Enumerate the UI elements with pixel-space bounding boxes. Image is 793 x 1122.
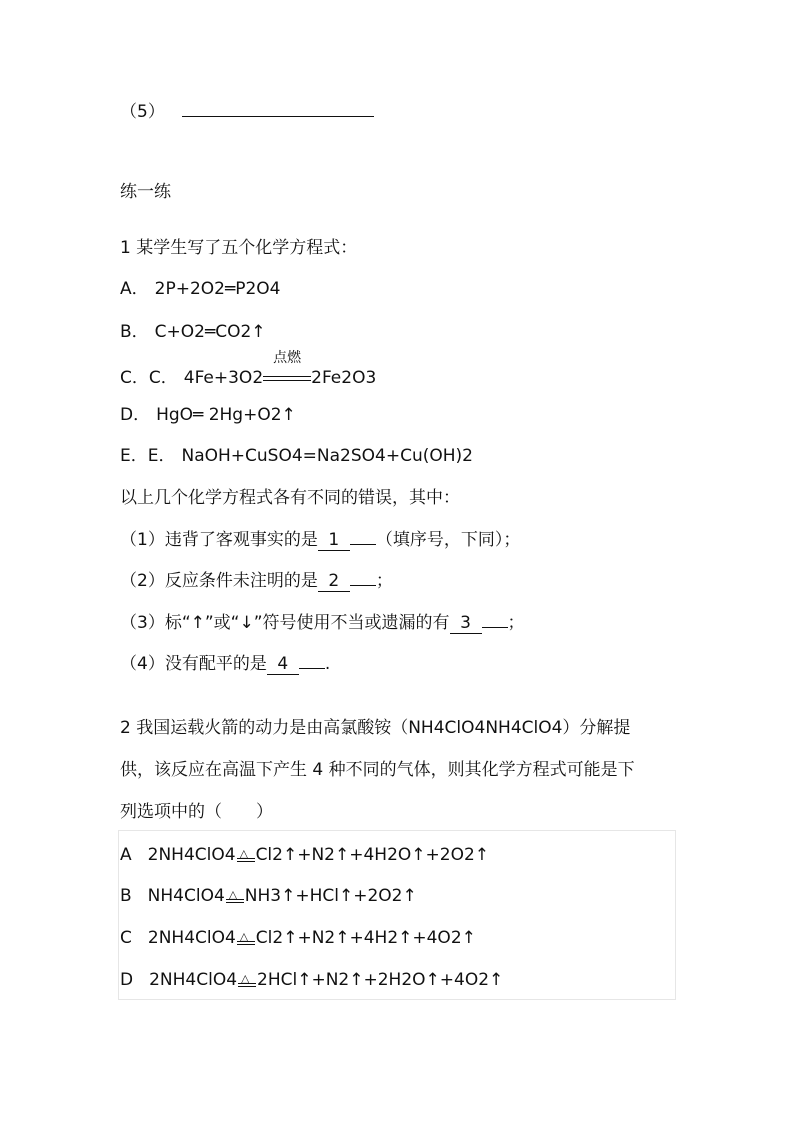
- q1-option-d: [120, 403, 296, 427]
- option-formula-left: NH4ClO4: [147, 886, 225, 906]
- option-formula: HgO═ 2Hg+O2↑: [156, 405, 296, 425]
- answer-blank[interactable]: 1: [318, 530, 350, 551]
- option-letter: A: [120, 845, 132, 865]
- option-formula-right: NH3↑+HCl↑+2O2↑: [244, 886, 417, 906]
- option-formula: NaOH+CuSO4=Na2SO4+Cu(OH)2: [181, 446, 473, 466]
- sub-text: （3）标“↑”或“↓”符号使用不当或遗漏的有: [120, 613, 450, 633]
- q1-stem: 1 某学生写了五个化学方程式：: [120, 238, 358, 258]
- q2-option-a[interactable]: [120, 843, 489, 869]
- q1-sub-3: [120, 611, 525, 635]
- option-letter: D: [120, 970, 134, 990]
- q1-option-c: [120, 350, 377, 390]
- sub-text-post: .: [324, 654, 331, 674]
- sub-text-post: （填序号，下同）；: [375, 530, 521, 550]
- q1-sub-4: [120, 652, 330, 676]
- section-title: 练一练: [120, 182, 171, 202]
- sub-text: （4）没有配平的是: [120, 654, 267, 674]
- q2-stem-line-1: 2 我国运载火箭的动力是由高氯酸铵（NH4ClO4NH4ClO4）分解提: [120, 718, 631, 738]
- equals-bars: [263, 376, 311, 381]
- option-formula-left: 2NH4ClO4: [147, 845, 236, 865]
- answer-blank-tail: [482, 627, 508, 628]
- option-letter: E．E．: [120, 446, 176, 466]
- option-letter: D．: [120, 405, 151, 425]
- answer-blank[interactable]: 2: [318, 571, 350, 592]
- q2-option-b[interactable]: [120, 884, 417, 910]
- option-formula-left: 2NH4ClO4: [149, 970, 238, 990]
- sub-text: （1）违背了客观事实的是: [120, 530, 318, 550]
- sub-text-post: ；: [507, 613, 525, 633]
- q1-option-e: [120, 444, 473, 468]
- q5-label: （5）: [120, 102, 165, 122]
- q1-option-a: [120, 277, 280, 301]
- q1-option-b: [120, 320, 266, 344]
- answer-blank[interactable]: 4: [267, 654, 299, 675]
- option-letter: B．: [120, 322, 149, 342]
- q5-line: [120, 98, 374, 124]
- answer-blank-tail: [299, 668, 325, 669]
- option-formula-right: Cl2↑+N2↑+4H2O↑+2O2↑: [255, 845, 490, 865]
- q1-sub-1: [120, 528, 520, 552]
- option-formula-right: 2HCl↑+N2↑+2H2O↑+4O2↑: [257, 970, 504, 990]
- answer-blank-tail: [350, 544, 376, 545]
- q2-stem-line-2: 供，该反应在高温下产生 4 种不同的气体，则其化学方程式可能是下: [120, 760, 635, 780]
- q2-option-c[interactable]: [120, 926, 476, 952]
- option-formula-right: Cl2↑+N2↑+4H2↑+4O2↑: [255, 928, 476, 948]
- option-formula-right: 2Fe2O3: [311, 368, 377, 388]
- condition-label: 点燃: [273, 350, 302, 366]
- q2-option-d[interactable]: [120, 968, 503, 994]
- answer-blank[interactable]: 3: [450, 613, 482, 634]
- q5-blank[interactable]: [182, 98, 374, 117]
- option-letter: C．C．: [120, 368, 178, 388]
- q2-stem-line-3: 列选项中的（ ）: [120, 802, 273, 822]
- heating-equals-sign: △: [225, 886, 245, 910]
- sub-text-post: ；: [375, 571, 393, 591]
- option-formula: C+O2═CO2↑: [154, 322, 266, 342]
- option-formula-left: 4Fe+3O2: [183, 368, 264, 388]
- reaction-condition: [263, 350, 311, 390]
- option-letter: C: [120, 928, 132, 948]
- answer-blank-tail: [350, 585, 376, 586]
- option-letter: A．: [120, 279, 149, 299]
- option-formula: 2P+2O2═P2O4: [154, 279, 281, 299]
- heating-equals-sign: △: [237, 970, 257, 994]
- option-letter: B: [120, 886, 132, 906]
- heating-equals-sign: △: [236, 845, 256, 869]
- q1-intro: 以上几个化学方程式各有不同的错误，其中：: [120, 488, 460, 508]
- sub-text: （2）反应条件未注明的是: [120, 571, 318, 591]
- option-formula-left: 2NH4ClO4: [147, 928, 236, 948]
- heating-equals-sign: △: [236, 928, 256, 952]
- q1-sub-2: [120, 569, 393, 593]
